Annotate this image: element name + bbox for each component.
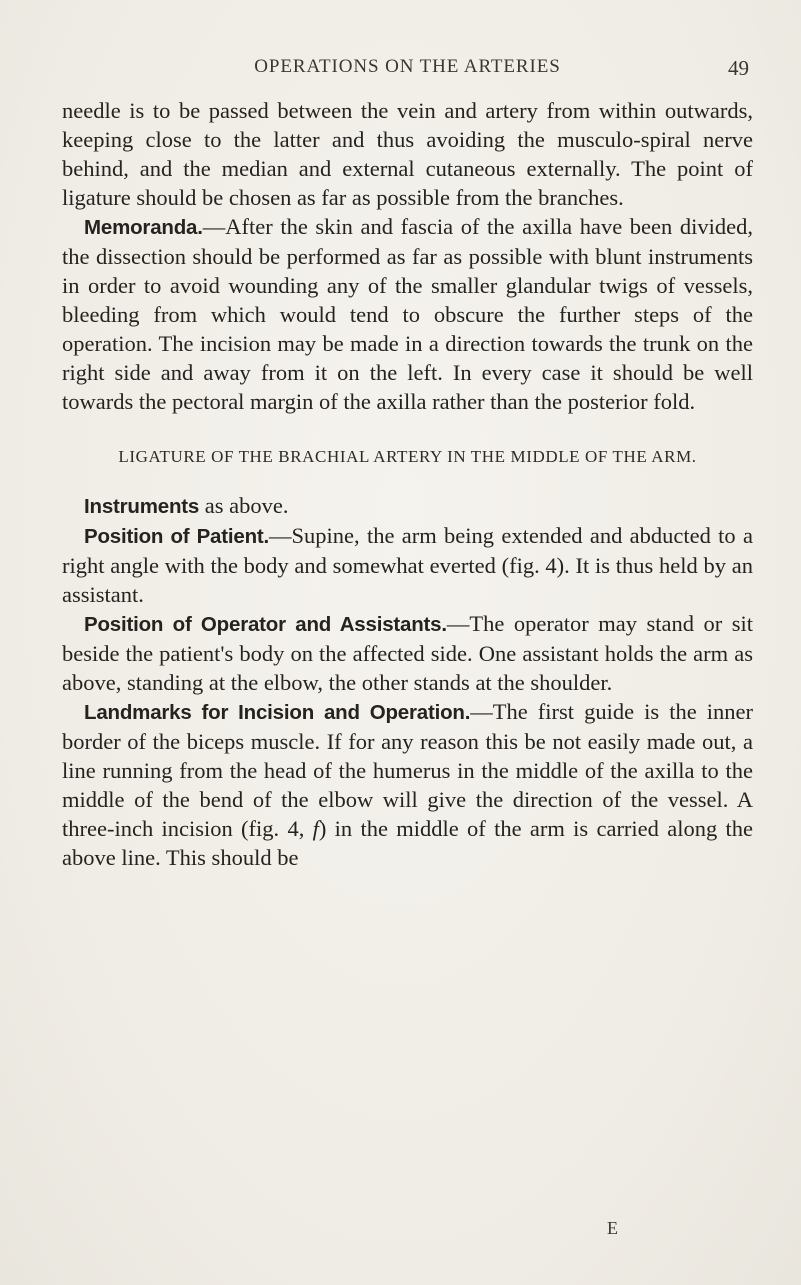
figure-letter: f [312,816,319,841]
paragraph-lead: Instruments [84,495,200,518]
running-title: OPERATIONS ON THE ARTERIES [254,56,561,77]
paragraph-body-end: ) in the middle of the arm is carried along the above line. This should be [62,816,753,870]
paragraph-landmarks [62,697,753,872]
signature-mark: E [607,1218,619,1238]
paragraph-lead: Memoranda. [84,216,203,239]
paragraph-body: as above. [199,493,289,518]
paragraph-body: —The first guide is the inner border of the biceps muscle. If for any reason this be not easily made out, a line running from the head of the humerus in the middle of the axilla to the middle of the bend of the elbow will give the direction of the vessel. A three-inch incision (fig. 4, [62,699,753,841]
paragraph-position-of-patient [62,521,753,609]
paragraph-position-of-operator [62,609,753,697]
paragraph-body: —The operator may stand or sit beside the patient's body on the affected side. One assistant holds the arm as above, standing at the elbow, the other stands at the shoulder. [62,611,753,695]
paragraph-body: —After the skin and fascia of the axilla have been divided, the dissection should be performed as far as possible with blunt instruments in order to avoid wounding any of the smaller glandular twigs of vessels, bleeding from which would tend to obscure the further steps of the operation. The incision may be made in a direction towards the trunk on the right side and away from it on the left. In every case it should be well towards the pectoral margin of the axilla rather than the posterior fold. [62,214,753,414]
paragraph-lead: Position of Patient. [84,525,270,548]
paragraph-body: —Supine, the arm being extended and abducted to a right angle with the body and somewhat everted (fig. 4). It is thus held by an assistant. [62,523,753,607]
paragraph-lead: Position of Operator and Assistants. [84,613,447,636]
running-header [62,56,753,96]
paragraph-lead: Landmarks for Incision and Operation. [84,701,471,724]
paragraph-memoranda [62,212,753,416]
page-number: 49 [728,56,749,80]
paragraph-continuation: needle is to be passed between the vein and artery from within outwards, keeping close to the latter and thus avoiding the musculo-spiral nerve behind, and the median and external cutaneous externally. The point of ligature should be chosen as far as possible from the branches. [62,98,753,210]
section-heading: LIGATURE OF THE BRACHIAL ARTERY IN THE MIDDLE OF THE ARM. [118,447,697,466]
paragraph-instruments [62,491,753,521]
